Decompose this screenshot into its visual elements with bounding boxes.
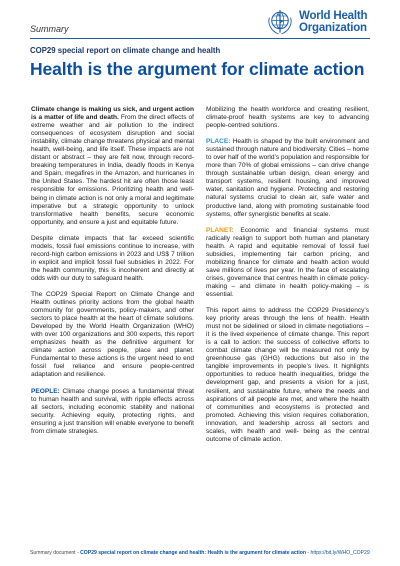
place-body: Health is shaped by the built environment and sustained through nature and biodiversity. Cities – home to over half of the world’s population and responsible for more than 70% of global emissions – can drive change through sustainable urban design, clean energy and transport systems, resilient housing, and improved water, sanitation and hygiene. Protecting and restoring natural systems crucial to clean air, safe water and productive land, along with promoting sustainable food systems, offer synergistic benefits at scale. xyxy=(206,138,369,218)
section-label: Summary xyxy=(30,24,69,34)
paragraph-emissions: Despite climate impacts that far exceed scientific models, fossil fuel emissions continue to increase, with record-high carbon emissions in 2023 and US$ 7 trillion in explicit and implicit fossil fuel subsidies in 2022. For the health community, this is incoherent and directly at odds with our duty to safeguard health. xyxy=(31,234,194,282)
who-emblem-icon xyxy=(265,7,295,37)
footer-separator: - xyxy=(306,550,311,556)
who-logo xyxy=(265,7,367,37)
paragraph-aims: This report aims to address the COP29 Presidency’s key priority areas through the lens of health. Health must not be sidelined or siloed in climate negotiations – it is the lived experience of climate change. This report is a call to action: the success of collective efforts to combat climate change will be measured not only by greenhouse gas (GHG) reductions but also in the tangible improvements in people’s lives. It highlights opportunities to reduce health inequalities, bridge the development gap, and presents a vision for a just, resilient, and sustainable future, where the needs and aspirations of all people are met, and where the health of communities and ecosystems is protected and promoted. Achieving this vision requires collaboration, innovation, and leadership across all sectors and scales, with health and well- being as the central outcome of climate action. xyxy=(206,307,369,443)
report-subtitle: COP29 special report on climate change and health xyxy=(30,46,221,55)
paragraph-workforce: Mobilizing the health workforce and creating resilient, climate-proof health systems are key to advancing people-centred solutions. xyxy=(206,106,369,130)
people-body: Climate change poses a fundamental threat to human health and survival, with ripple effects across all sectors, including economic stability and national security. Achieving equity, protecting rights, and ensuring a just transition will enable everyone to benefit from climate strategies. xyxy=(31,387,194,435)
who-wordmark xyxy=(299,10,367,34)
place-keyword: PLACE: xyxy=(206,138,231,146)
footer-title: COP29 special report on climate change and health: Health is the argument for climate action xyxy=(80,550,306,556)
footer-link[interactable]: https://bit.ly/WHO_COP29 xyxy=(310,550,370,556)
intro-lead: Climate change is making us sick, and urgent action is a matter of life and death. xyxy=(31,106,194,122)
org-name-line2: Organization xyxy=(299,22,367,34)
footer-label: Summary document - xyxy=(30,550,81,556)
paragraph-people xyxy=(31,388,194,436)
planet-body: Economic and financial systems must radically realign to support both human and planetary health. A rapid and equitable removal of fossil fuel subsidies, implementing fair carbon pricing, and mobilizing finance for climate and health action would save millions of lives per year. In the face of escalating crises, governance that centres health in climate policy-making – and climate in health policy-making – is essential. xyxy=(206,226,369,298)
header-divider xyxy=(30,38,370,39)
intro-body: From the direct effects of extreme weather and air pollution to the indirect consequences of ecosystem disruption and social instability, climate change threatens physical and mental health, well-being, and life itself. These impacts are not distant or abstract – they are felt now, through record-breaking temperatures in India, deadly floods in Kenya and Spain, megafires in the Amazon, and hurricanes in the United States. The hardest hit are often those least responsible for emissions. Prioritizing health and well-being in climate action is not only a moral and legitimate imperative but a strategic opportunity to unlock transformative health benefits, secure economic opportunity, and ensure a just and equitable future. xyxy=(31,114,194,226)
planet-keyword: PLANET: xyxy=(206,226,234,234)
right-column xyxy=(206,106,369,452)
org-name-line1: World Health xyxy=(299,10,368,22)
paragraph-place xyxy=(206,138,369,218)
page-title: Health is the argument for climate action xyxy=(30,59,365,79)
people-keyword: PEOPLE: xyxy=(31,387,60,395)
footer xyxy=(30,550,370,556)
paragraph-intro xyxy=(31,106,194,227)
left-column xyxy=(31,106,194,444)
paragraph-report: The COP29 Special Report on Climate Change and Health outlines priority actions from the global health community for governments, policy-makers, and other sectors to place health at the heart of climate solutions. Developed by the World Health Organization (WHO) with over 100 organizations and 300 experts, this report emphasizes health as the definitive argument for climate action across people, place and planet. Fundamental to these actions is the urgent need to end fossil fuel reliance and ensure people-centred adaptation and resilience. xyxy=(31,290,194,379)
paragraph-planet xyxy=(206,227,369,299)
